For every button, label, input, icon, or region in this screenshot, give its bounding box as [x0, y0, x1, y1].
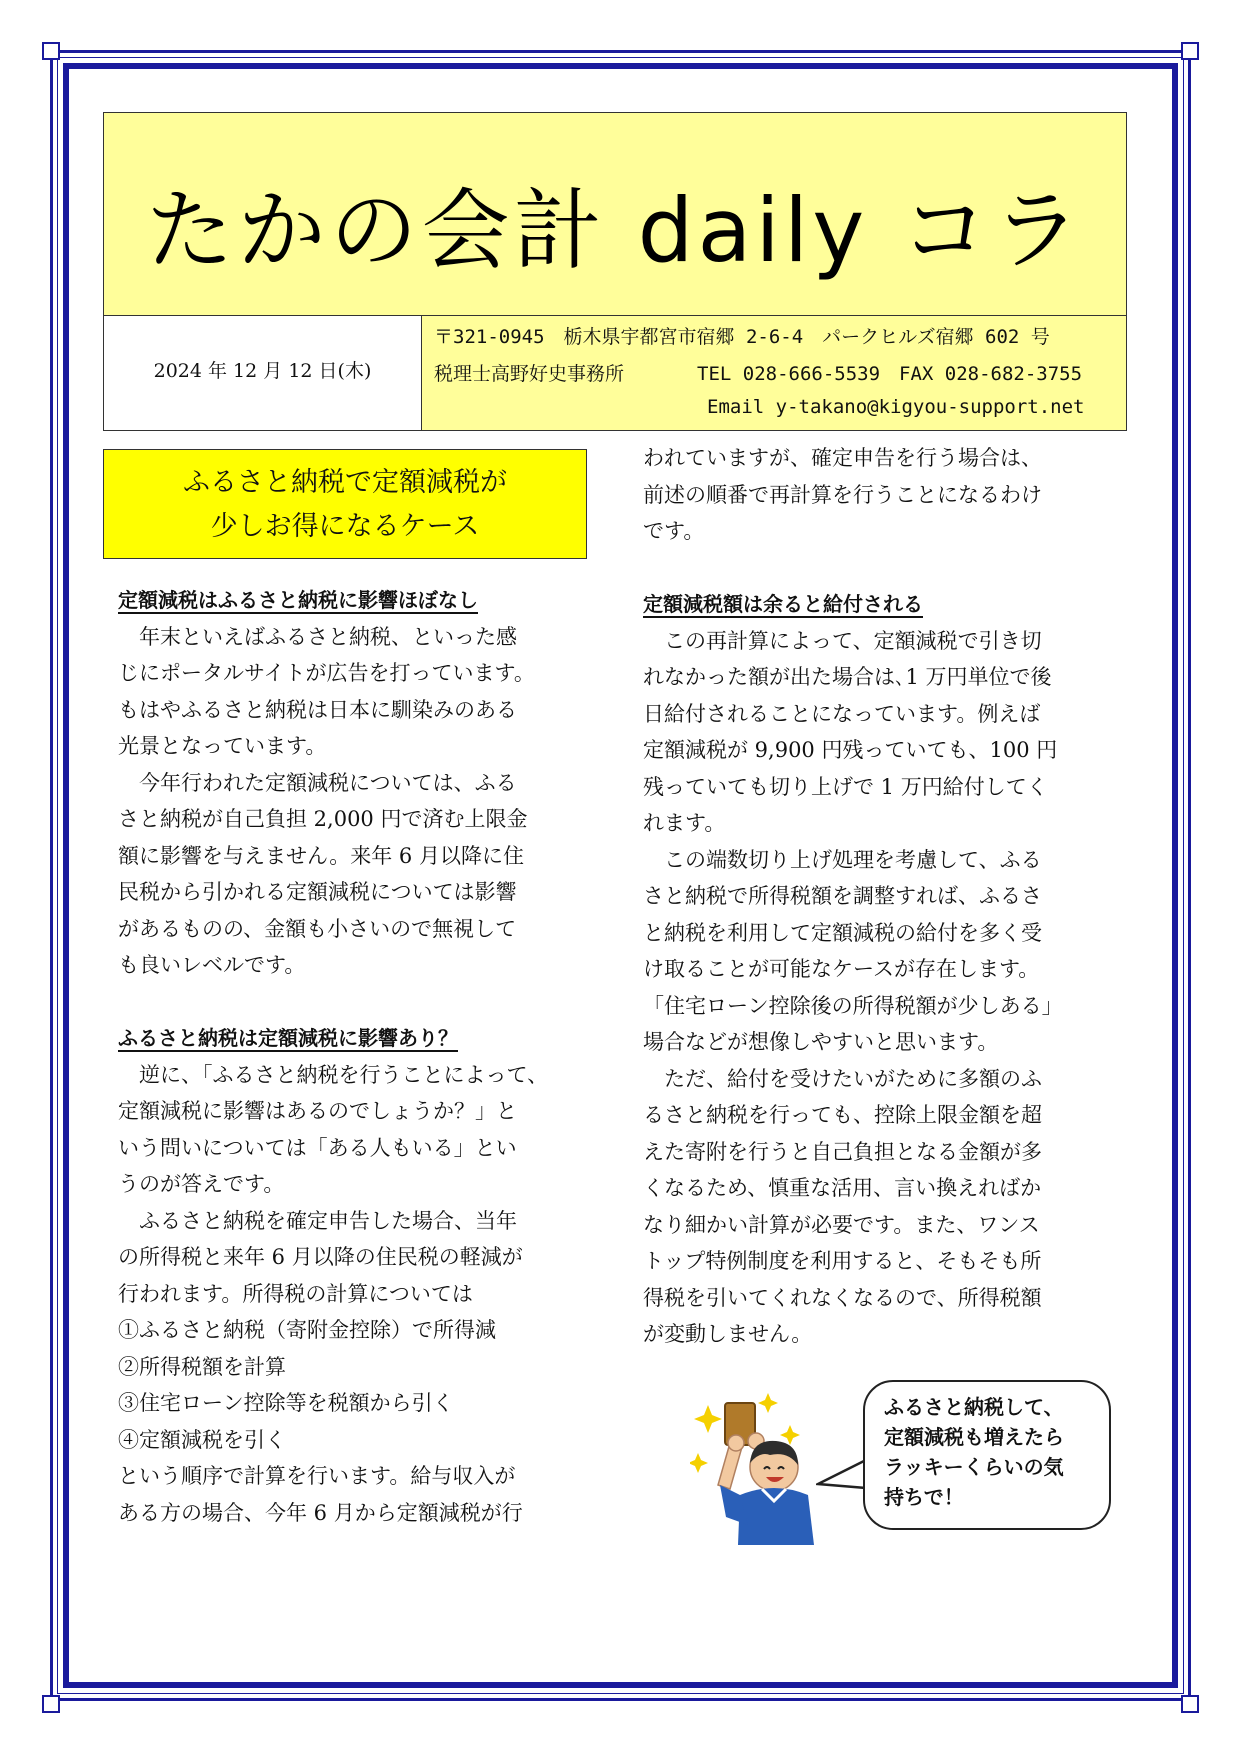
issue-date: 2024 年 12 月 12 日(木) [153, 360, 372, 382]
body-text-line: 逆に、「ふるさと納税を行うことによって、 [139, 1062, 549, 1087]
body-text-line: 日給付されることになっています。例えば [643, 701, 1041, 726]
headline-line-2: 少しお得になるケース [210, 511, 480, 542]
body-text-line: この再計算によって、定額減税で引き切 [664, 628, 1042, 653]
body-text-line: 残っていても切り上げで 1 万円給付してく [643, 774, 1048, 799]
speech-bubble-line: ラッキーくらいの気 [884, 1455, 1064, 1479]
speech-bubble-line: 持ちで！ [884, 1485, 964, 1509]
body-text-line: さと納税で所得税額を調整すれば、ふるさ [643, 884, 1042, 908]
body-text-line: くなるため、慎重な活用、言い換えればか [643, 1176, 1042, 1200]
office-phone-fax: TEL 028-666-5539 FAX 028-682-3755 [697, 363, 1083, 385]
border-corner-ornament [1181, 42, 1199, 60]
paragraph-spacer [118, 984, 598, 1021]
article-right-column [643, 440, 1123, 1353]
office-address: 〒321-0945 栃木県宇都宮市宿郷 2-6-4 パークヒルズ宿郷 602 号 [434, 326, 1050, 348]
body-text-line: 民税から引かれる定額減税については影響 [118, 880, 517, 904]
body-text-line: さと納税が自己負担 2,000 円で済む上限金 [118, 807, 528, 831]
office-email: Email y-takano@kigyou-support.net [707, 396, 1085, 418]
body-text-line: ②所得税額を計算 [118, 1354, 286, 1379]
section-heading: 定額減税はふるさと納税に影響ほぼなし [118, 588, 478, 612]
body-text-line: じにポータルサイトが広告を打っています。 [118, 661, 535, 685]
newsletter-header [103, 112, 1127, 431]
speech-bubble [863, 1380, 1111, 1530]
body-text-line: 額に影響を与えません。来年 6 月以降に住 [118, 843, 524, 868]
body-text-line: 定額減税に影響はあるのでしょうか？」と [118, 1099, 517, 1123]
person-holding-envelope-illustration [690, 1385, 830, 1545]
body-text-line: 行われます。所得税の計算については [118, 1281, 473, 1306]
speech-bubble-tail [816, 1458, 868, 1504]
body-text-line: ③住宅ローン控除等を税額から引く [118, 1391, 454, 1415]
body-text-line: れなかった額が出た場合は､1 万円単位で後 [643, 665, 1052, 689]
body-text-line: ただ、給付を受けたいがために多額のふ [664, 1066, 1042, 1091]
body-text-line: もはやふるさと納税は日本に馴染みのある [118, 697, 517, 722]
contact-cell [422, 316, 1126, 430]
body-text-line: と納税を利用して定額減税の給付を多く受 [643, 920, 1042, 945]
border-corner-ornament [42, 42, 60, 60]
body-text-line: われていますが、確定申告を行う場合は、 [643, 446, 1042, 470]
speech-bubble-line: 定額減税も増えたら [884, 1425, 1064, 1449]
date-cell [104, 316, 422, 430]
body-text-line: ①ふるさと納税（寄附金控除）で所得減 [118, 1318, 496, 1342]
body-text-line: るさと納税を行っても、控除上限金額を超 [643, 1103, 1042, 1127]
body-text-line: ふるさと納税を確定申告した場合、当年 [139, 1208, 517, 1233]
body-text-line: うのが答えです。 [118, 1172, 285, 1196]
header-info-row [104, 316, 1126, 430]
body-text-line: 定額減税が 9,900 円残っていても、100 円 [643, 738, 1058, 762]
body-text-line: があるものの、金額も小さいので無視して [118, 916, 517, 941]
body-text-line: れます。 [643, 811, 726, 835]
body-text-line: ④定額減税を引く [118, 1427, 286, 1452]
border-corner-ornament [42, 1695, 60, 1713]
body-text-line: も良いレベルです。 [118, 953, 306, 977]
body-text-line: です。 [643, 519, 705, 543]
paragraph-spacer [643, 550, 1123, 587]
body-text-line: 場合などが想像しやすいと思います。 [643, 1030, 999, 1054]
body-text-line: 光景となっています。 [118, 734, 327, 758]
title-band [104, 113, 1126, 316]
body-text-line: の所得税と来年 6 月以降の住民税の軽減が [118, 1245, 523, 1269]
body-text-line: が変動しません。 [643, 1322, 813, 1346]
border-corner-ornament [1181, 1695, 1199, 1713]
body-text-line: 前述の順番で再計算を行うことになるわけ [643, 482, 1042, 507]
headline-line-1: ふるさと納税で定額減税が [183, 467, 507, 498]
office-name: 税理士高野好史事務所 [434, 363, 625, 385]
body-text-line: ある方の場合、今年 6 月から定額減税が行 [118, 1500, 523, 1525]
body-text-line: 「住宅ローン控除後の所得税額が少しある」 [643, 993, 1063, 1018]
body-text-line: えた寄附を行うと自己負担となる金額が多 [643, 1139, 1042, 1164]
body-text-line: という順序で計算を行います。給与収入が [118, 1464, 516, 1488]
body-text-line: 年末といえばふるさと納税、といった感 [139, 624, 517, 649]
body-text-line: け取ることが可能なケースが存在します。 [643, 957, 1040, 981]
body-text-line: トップ特例制度を利用すると、そもそも所 [643, 1249, 1042, 1273]
newsletter-title: たかの会計 daily コラ [145, 179, 1085, 282]
section-heading: ふるさと納税は定額減税に影響あり？ [118, 1026, 458, 1050]
body-text-line: この端数切り上げ処理を考慮して、ふる [664, 847, 1042, 872]
section-heading: 定額減税額は余ると給付される [643, 592, 923, 616]
body-text-line: なり細かい計算が必要です。また、ワンス [643, 1212, 1040, 1237]
article-left-column [118, 582, 598, 1531]
body-text-line: 得税を引いてくれなくなるので、所得税額 [643, 1285, 1042, 1310]
body-text-line: 今年行われた定額減税については、ふる [139, 770, 517, 795]
article-headline [103, 449, 587, 559]
speech-bubble-line: ふるさと納税して、 [884, 1395, 1064, 1419]
body-text-line: いう問いについては「ある人もいる」とい [118, 1135, 517, 1160]
